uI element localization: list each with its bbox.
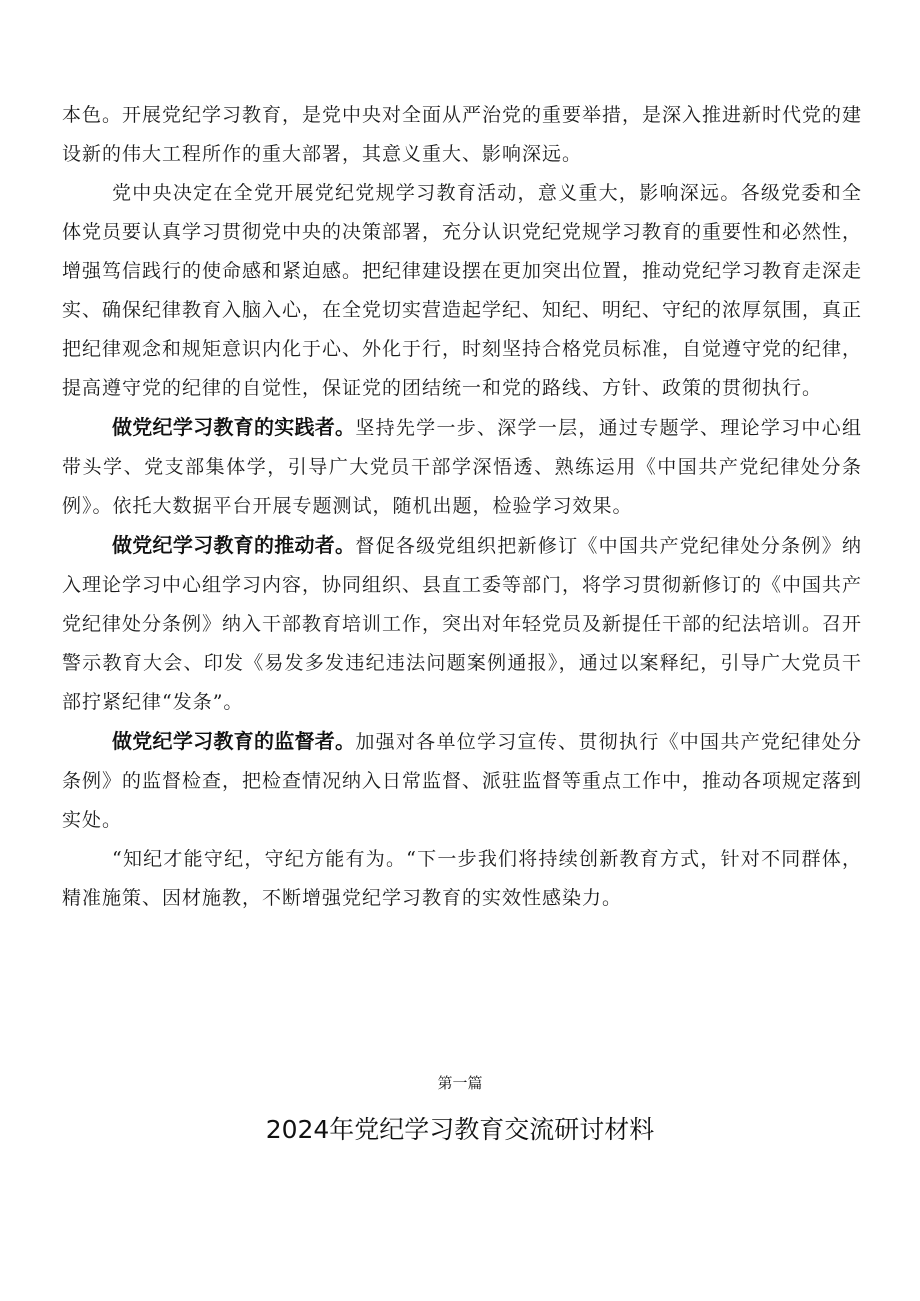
- paragraph-body-practitioner: 坚持先学一步、深学一层，通过专题学、理论学习中心组带头学、党支部集体学，引导广大党员干部学深悟透、熟练运用《中国共产党纪律处分条例》。依托大数据平台开展专题测试，随机出题，检验学习效果。: [62, 417, 862, 517]
- paragraph-lead-practitioner: 做党纪学习教育的实践者。: [112, 415, 356, 439]
- paragraph-promoter: [62, 526, 862, 722]
- paragraph-party-decision: 党中央决定在全党开展党纪党规学习教育活动，意义重大，影响深远。各级党委和全体党员要认真学习贯彻党中央的决策部署，充分认识党纪党规学习教育的重要性和必然性，增强笃信践行的使命感和紧迫感。把纪律建设摆在更加突出位置，推动党纪学习教育走深走实、确保纪律教育入脑入心，在全党切实营造起学纪、知纪、明纪、守纪的浓厚氛围，真正把纪律观念和规矩意识内化于心、外化于行，时刻坚持合格党员标准，自觉遵守党的纪律，提高遵守党的纪律的自觉性，保证党的团结统一和党的路线、方针、政策的贯彻执行。: [62, 182, 863, 399]
- paragraph-body-promoter: 督促各级党组织把新修订《中国共产党纪律处分条例》纳入理论学习中心组学习内容，协同组织、县直工委等部门，将学习贯彻新修订的《中国共产党纪律处分条例》纳入干部教育培训工作，突出对年轻党员及新提任干部的纪法培训。召开警示教育大会、印发《易发多发违纪违法问题案例通报》，通过以案释纪，引导广大党员干部拧紧纪律“发条”。: [62, 535, 863, 713]
- section-label: 第一篇: [437, 1074, 483, 1092]
- paragraph-practitioner: [62, 408, 862, 526]
- document-title: 2024年党纪学习教育交流研讨材料: [265, 1115, 655, 1144]
- paragraph-lead-promoter: 做党纪学习教育的推动者。: [112, 533, 356, 557]
- paragraph-lead-supervisor: 做党纪学习教育的监督者。: [112, 729, 356, 753]
- paragraph-supervisor: [62, 722, 862, 840]
- paragraph-body-supervisor: 加强对各单位学习宣传、贯彻执行《中国共产党纪律处分条例》的监督检查，把检查情况纳入日常监督、派驻监督等重点工作中，推动各项规定落到实处。: [62, 731, 863, 831]
- paragraph-continuation: 本色。开展党纪学习教育，是党中央对全面从严治党的重要举措，是深入推进新时代党的建设新的伟大工程所作的重大部署，其意义重大、影响深远。: [62, 104, 863, 165]
- document-body: [62, 96, 862, 918]
- paragraph-closing: “知纪才能守纪，守纪方能有为。“下一步我们将持续创新教育方式，针对不同群体，精准施策、因材施教，不断增强党纪学习教育的实效性感染力。: [62, 848, 862, 909]
